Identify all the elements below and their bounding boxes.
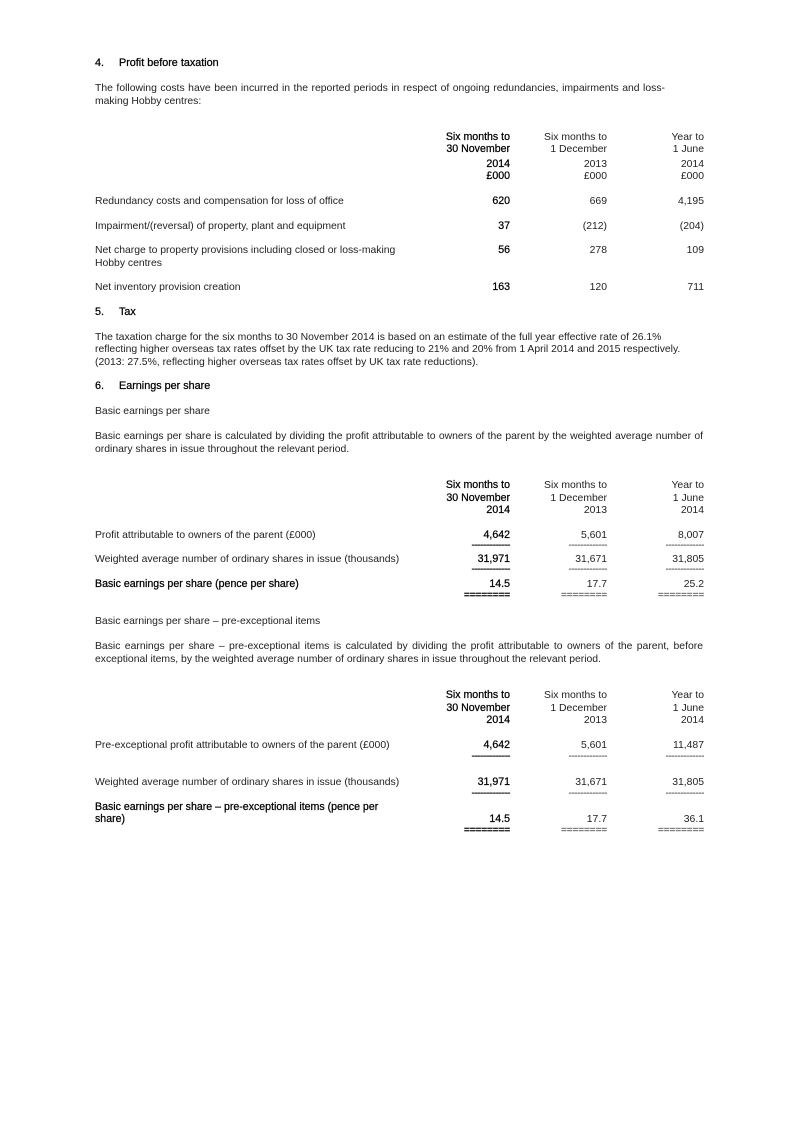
single-rule: ------------- xyxy=(665,564,704,575)
t1-row-value-prior: 17.7 xyxy=(586,579,607,590)
t1-row-value-current: 31,971 xyxy=(477,553,510,565)
s4-row-value-year: 109 xyxy=(686,245,704,256)
t1-row-value-current: 14.5 xyxy=(489,578,510,590)
t2-col1-line2: 30 November xyxy=(446,702,510,714)
t2-row-value-year: 11,487 xyxy=(672,740,704,751)
single-rule: ------------- xyxy=(665,751,704,762)
s4-row-value-prior: 120 xyxy=(589,282,607,293)
t2-col3-line1: Year to xyxy=(671,690,704,701)
t2-row-label-total: Basic earnings per share – pre-exceptional items (pence per xyxy=(95,801,379,813)
s4-row-value-current: 37 xyxy=(498,220,510,232)
single-rule: ------------- xyxy=(471,564,510,575)
s4-row-value-prior: 278 xyxy=(589,245,607,256)
t1-row-label-total: Basic earnings per share (pence per share) xyxy=(95,578,299,590)
pre-exceptional-paragraph: Basic earnings per share – pre-exceptional items is calculated by dividing the profit attributable to owners of the parent, before exceptional items, by the weighted average number of ordinary shares in issue throughout the relevant period. xyxy=(95,641,703,665)
t2-row-value-current: 31,971 xyxy=(477,776,510,788)
s4-col3-line2: 1 June xyxy=(672,144,704,155)
t2-row-label: Pre-exceptional profit attributable to owners of the parent (£000) xyxy=(95,740,390,751)
t2-col2-line3: 2013 xyxy=(583,715,607,726)
t1-col1-line3: 2014 xyxy=(486,504,510,516)
t1-col2-line3: 2013 xyxy=(583,505,607,516)
t2-row-value-prior: 5,601 xyxy=(580,740,607,751)
section-4-number: 4. xyxy=(95,57,105,69)
single-rule: ------------- xyxy=(665,540,704,551)
s4-col3-line1: Year to xyxy=(671,132,704,143)
pre-exceptional-subheading: Basic earnings per share – pre-exceptional items xyxy=(95,616,321,627)
t2-row-value-prior: 31,671 xyxy=(575,777,607,788)
t1-row-value-prior: 31,671 xyxy=(575,554,607,565)
t1-col1-line2: 30 November xyxy=(446,492,510,504)
s4-row-label: Net charge to property provisions including closed or loss-making xyxy=(95,245,396,256)
s4-row-value-prior: 669 xyxy=(589,196,607,207)
t2-row-value-current: 4,642 xyxy=(483,739,510,751)
t1-col2-line1: Six months to xyxy=(544,480,607,491)
single-rule: ------------- xyxy=(471,751,510,762)
s4-row-value-current: 56 xyxy=(498,244,510,256)
double-rule: ======== xyxy=(560,825,607,836)
s4-row-value-year: 4,195 xyxy=(677,196,704,207)
t2-col2-line2: 1 December xyxy=(550,703,607,714)
s4-col2-line1: Six months to xyxy=(544,132,607,143)
t2-row-value-prior: 17.7 xyxy=(586,814,607,825)
t2-row-value-current: 14.5 xyxy=(489,813,510,825)
single-rule: ------------- xyxy=(568,751,607,762)
t1-row-value-year: 25.2 xyxy=(683,579,704,590)
s4-row-label: Net inventory provision creation xyxy=(95,282,241,293)
t1-row-value-prior: 5,601 xyxy=(580,530,607,541)
s4-col1-line2: 30 November xyxy=(446,143,510,155)
s4-row-label: Impairment/(reversal) of property, plant and equipment xyxy=(95,221,346,232)
section-5-paragraph-line: The taxation charge for the six months to 30 November 2014 is based on an estimate of the full year effective rate of 26.1% xyxy=(95,332,662,343)
single-rule: ------------- xyxy=(471,540,510,551)
single-rule: ------------- xyxy=(568,540,607,551)
section-4-title: Profit before taxation xyxy=(119,57,219,69)
s4-col2-line3: 2013 xyxy=(583,159,607,170)
s4-row-label-cont: Hobby centres xyxy=(95,258,162,269)
t2-col1-line3: 2014 xyxy=(486,714,510,726)
section-5-paragraph-line: (2013: 27.5%, reflecting higher overseas tax rates offset by UK tax rate reductions). xyxy=(95,357,479,368)
t2-row-label: Weighted average number of ordinary shares in issue (thousands) xyxy=(95,777,400,788)
section-5-number: 5. xyxy=(95,306,105,318)
s4-col2-line2: 1 December xyxy=(550,144,607,155)
t1-row-label: Profit attributable to owners of the parent (£000) xyxy=(95,530,316,541)
single-rule: ------------- xyxy=(568,564,607,575)
section-6-title: Earnings per share xyxy=(119,380,211,392)
section-6-number: 6. xyxy=(95,380,105,392)
single-rule: ------------- xyxy=(568,788,607,799)
basic-eps-subheading: Basic earnings per share xyxy=(95,406,210,417)
single-rule: ------------- xyxy=(471,788,510,799)
t1-col1-line1: Six months to xyxy=(445,479,510,491)
s4-col1-line1: Six months to xyxy=(445,131,510,143)
double-rule: ======== xyxy=(657,825,704,836)
s4-col3-line3: 2014 xyxy=(680,159,704,170)
t1-col3-line1: Year to xyxy=(671,480,704,491)
section-5-paragraph-line: reflecting higher overseas tax rates offset by the UK tax rate reducing to 21% and 20% from 1 April 2014 and 2015 respectively. xyxy=(95,344,681,355)
t2-col3-line2: 1 June xyxy=(672,703,704,714)
s4-col3-line4: £000 xyxy=(680,171,704,182)
t2-row-label-total-cont: share) xyxy=(95,813,126,825)
s4-col1-line4: £000 xyxy=(486,170,510,182)
t1-row-value-year: 31,805 xyxy=(672,554,704,565)
double-rule: ======== xyxy=(657,590,704,601)
t1-row-label: Weighted average number of ordinary shares in issue (thousands) xyxy=(95,554,400,565)
single-rule: ------------- xyxy=(665,788,704,799)
s4-col1-line3: 2014 xyxy=(486,158,510,170)
t1-col3-line2: 1 June xyxy=(672,493,704,504)
s4-row-value-prior: (212) xyxy=(582,221,607,232)
t1-col2-line2: 1 December xyxy=(550,493,607,504)
s4-row-label: Redundancy costs and compensation for loss of office xyxy=(95,196,344,207)
s4-row-value-current: 163 xyxy=(492,281,510,293)
s4-row-value-year: (204) xyxy=(679,221,704,232)
t2-row-value-year: 36.1 xyxy=(683,814,704,825)
t1-col3-line3: 2014 xyxy=(680,505,704,516)
section-4-intro: The following costs have been incurred in the reported periods in respect of ongoing redundancies, impairments and loss-making Hobby centres: xyxy=(95,83,665,107)
t2-row-value-year: 31,805 xyxy=(672,777,704,788)
double-rule: ======== xyxy=(463,590,510,601)
double-rule: ======== xyxy=(463,825,510,836)
section-5-title: Tax xyxy=(119,306,136,318)
s4-row-value-current: 620 xyxy=(492,195,510,207)
basic-eps-paragraph: Basic earnings per share is calculated by dividing the profit attributable to owners of the parent by the weighted average number of ordinary shares in issue throughout the relevant period. xyxy=(95,431,703,455)
t2-col2-line1: Six months to xyxy=(544,690,607,701)
s4-col2-line4: £000 xyxy=(583,171,607,182)
s4-row-value-year: 711 xyxy=(687,282,704,293)
t1-row-value-year: 8,007 xyxy=(677,530,704,541)
t2-col3-line3: 2014 xyxy=(680,715,704,726)
t2-col1-line1: Six months to xyxy=(445,689,510,701)
double-rule: ======== xyxy=(560,590,607,601)
t1-row-value-current: 4,642 xyxy=(483,529,510,541)
